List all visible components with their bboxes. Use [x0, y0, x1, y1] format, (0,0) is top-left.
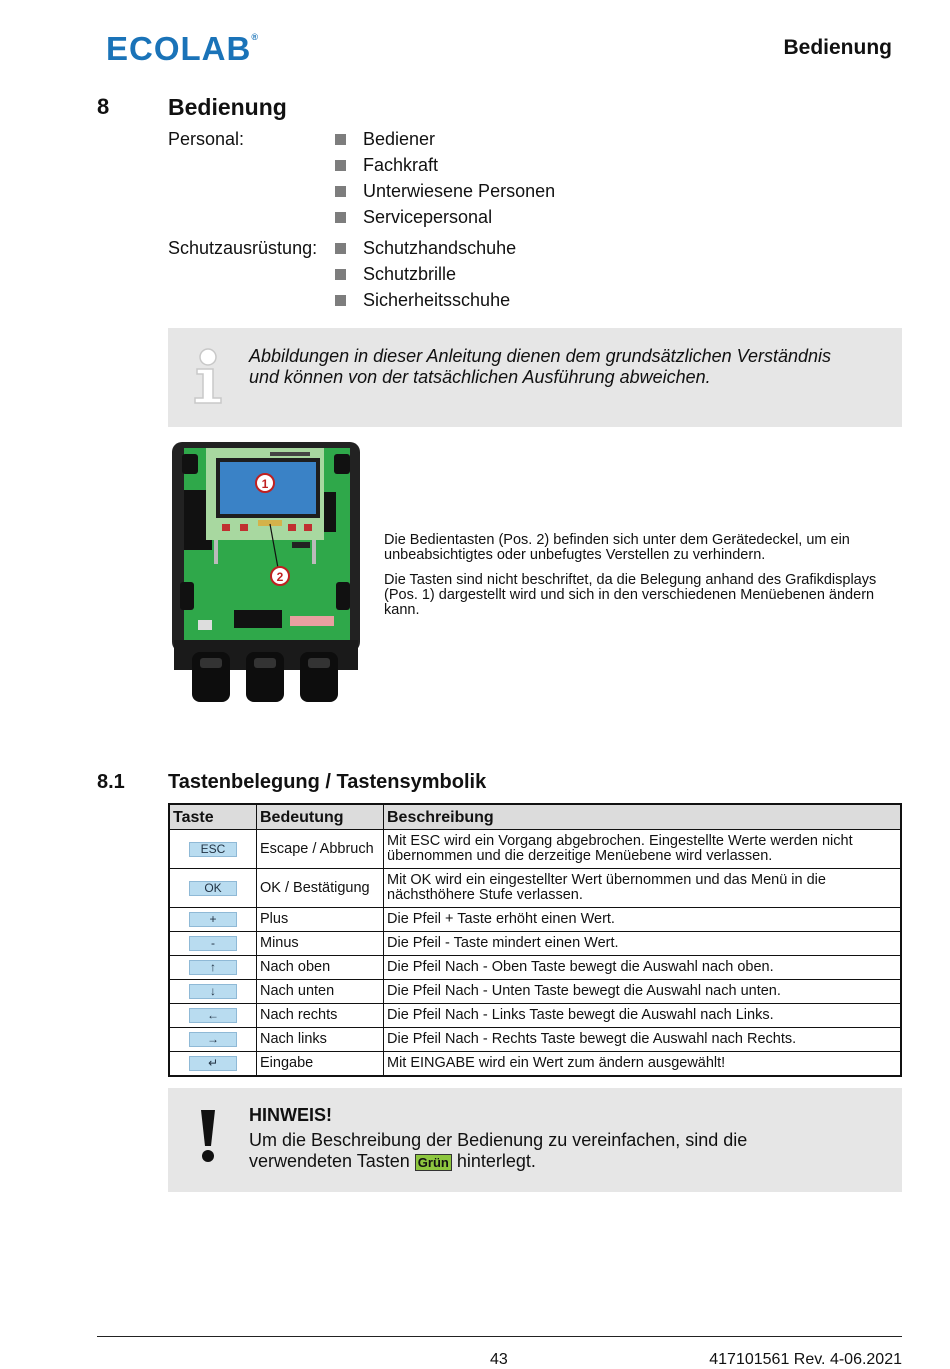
- header-beschreibung: Beschreibung: [384, 804, 902, 830]
- meaning-cell: Nach oben: [257, 956, 384, 980]
- personal-item: Fachkraft: [363, 155, 438, 176]
- registered-mark: ®: [251, 32, 259, 42]
- personal-item: Bediener: [363, 129, 435, 150]
- table-row: [169, 980, 901, 1004]
- device-description-2: Die Tasten sind nicht beschriftet, da die Belegung anhand des Grafikdisplays (Pos. 1) dargestellt wird und sich in den verschiedenen Menüebenen ändern kann.: [384, 572, 877, 618]
- description-cell: Die Pfeil + Taste erhöht einen Wert.: [384, 908, 902, 932]
- protection-item: Schutzhandschuhe: [363, 238, 516, 259]
- meaning-cell: Eingabe: [257, 1052, 384, 1076]
- ecolab-logo: [106, 30, 259, 68]
- meaning-cell: Minus: [257, 932, 384, 956]
- protection-item: Schutzbrille: [363, 264, 456, 285]
- bullet-square-icon: [335, 212, 346, 223]
- personal-item: Servicepersonal: [363, 207, 492, 228]
- callout-2: 2: [276, 570, 284, 584]
- device-photo: [170, 440, 362, 708]
- meaning-cell: Nach links: [257, 1028, 384, 1052]
- info-text: Abbildungen in dieser Anleitung dienen dem grundsätzlichen Verständnis und können von der tatsächlichen Ausführung abweichen.: [249, 346, 832, 387]
- description-cell: Mit EINGABE wird ein Wert zum ändern ausgewählt!: [384, 1052, 902, 1076]
- description-cell: Die Pfeil - Taste mindert einen Wert.: [384, 932, 902, 956]
- esc-key: ESC: [189, 842, 237, 857]
- footer-divider: [97, 1336, 902, 1337]
- note-text: Um die Beschreibung der Bedienung zu vereinfachen, sind die verwendeten Tasten Grün hinterlegt.: [249, 1130, 748, 1171]
- section-title: Bedienung: [168, 94, 287, 120]
- meaning-cell: OK / Bestätigung: [257, 869, 384, 908]
- plus-key: +: [189, 912, 237, 927]
- ok-key: OK: [189, 881, 237, 896]
- minus-key: -: [189, 936, 237, 951]
- table-row: [169, 932, 901, 956]
- arrow-up-icon: ↑: [189, 960, 237, 975]
- info-icon: [190, 344, 226, 406]
- description-cell: Die Pfeil Nach - Unten Taste bewegt die Auswahl nach unten.: [384, 980, 902, 1004]
- subsection-title: Tastenbelegung / Tastensymbolik: [168, 771, 487, 793]
- header-title: Bedienung: [783, 36, 892, 59]
- subsection-number: 8.1: [97, 771, 125, 793]
- bullet-square-icon: [335, 134, 346, 145]
- page-number: 43: [490, 1351, 508, 1368]
- note-heading: HINWEIS!: [249, 1105, 332, 1125]
- table-row: [169, 1052, 901, 1076]
- table-row: [169, 869, 901, 908]
- meaning-cell: Plus: [257, 908, 384, 932]
- table-row: [169, 1028, 901, 1052]
- header-bedeutung: Bedeutung: [257, 804, 384, 830]
- table-row: [169, 1004, 901, 1028]
- table-row: [169, 908, 901, 932]
- bullet-square-icon: [335, 186, 346, 197]
- description-cell: Die Pfeil Nach - Rechts Taste bewegt die Auswahl nach Rechts.: [384, 1028, 902, 1052]
- logo-text: ECOLAB: [106, 30, 252, 67]
- protection-item: Sicherheitsschuhe: [363, 290, 510, 311]
- bullet-square-icon: [335, 269, 346, 280]
- arrow-right-icon: →: [189, 1032, 237, 1047]
- meaning-cell: Nach unten: [257, 980, 384, 1004]
- enter-icon: ↵: [189, 1056, 237, 1071]
- arrow-left-icon: ←: [189, 1008, 237, 1023]
- bullet-square-icon: [335, 295, 346, 306]
- callout-1: 1: [261, 477, 269, 491]
- description-cell: Mit ESC wird ein Vorgang abgebrochen. Eingestellte Werte werden nicht übernommen und die derzeitige Menüebene wird verlassen.: [384, 830, 902, 869]
- green-highlight: Grün: [415, 1154, 452, 1171]
- personal-label: Personal:: [168, 129, 245, 149]
- bullet-square-icon: [335, 243, 346, 254]
- meaning-cell: Nach rechts: [257, 1004, 384, 1028]
- device-description-1: Die Bedientasten (Pos. 2) befinden sich unter dem Gerätedeckel, um ein unbeabsichtigtes oder unbefugtes Verstellen zu verhindern.: [384, 532, 850, 563]
- exclamation-icon: [198, 1108, 218, 1164]
- section-number: 8: [97, 94, 110, 119]
- header-taste: Taste: [169, 804, 257, 830]
- personal-item: Unterwiesene Personen: [363, 181, 555, 202]
- description-cell: Die Pfeil Nach - Links Taste bewegt die Auswahl nach Links.: [384, 1004, 902, 1028]
- protection-label: Schutzausrüstung:: [168, 238, 318, 258]
- meaning-cell: Escape / Abbruch: [257, 830, 384, 869]
- description-cell: Die Pfeil Nach - Oben Taste bewegt die Auswahl nach oben.: [384, 956, 902, 980]
- key-table: [168, 803, 902, 1077]
- description-cell: Mit OK wird ein eingestellter Wert übernommen und das Menü in die nächsthöhere Stufe verlassen.: [384, 869, 902, 908]
- arrow-down-icon: ↓: [189, 984, 237, 999]
- table-row: [169, 830, 901, 869]
- table-header-row: [169, 804, 901, 830]
- document-reference: 417101561 Rev. 4-06.2021: [709, 1351, 902, 1368]
- table-row: [169, 956, 901, 980]
- bullet-square-icon: [335, 160, 346, 171]
